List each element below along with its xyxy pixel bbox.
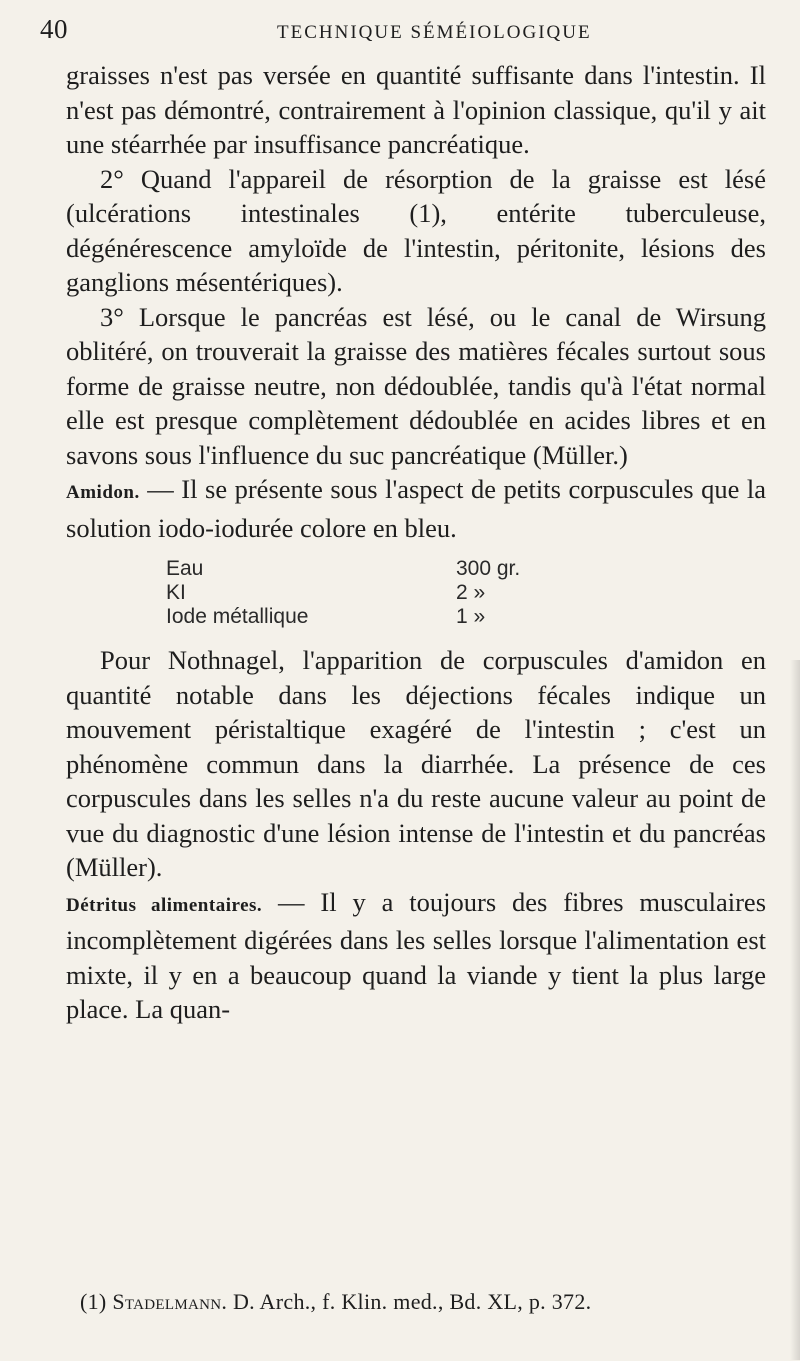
footnote-author: Stadelmann.	[112, 1289, 228, 1314]
paragraph-point-2: 2° Quand l'appareil de résorption de la graisse est lésé (ulcérations intestinales (1), entérite tuberculeuse, dégénérescence amyloïde de l'intestin, péritonite, lésions des ganglions mésentériques).	[66, 163, 766, 297]
formula-ingredient: Eau	[166, 557, 204, 580]
footnote	[80, 1289, 770, 1315]
footnote-marker: (1)	[80, 1289, 113, 1314]
formula-ingredient: KI	[166, 581, 186, 604]
running-title: TECHNIQUE SÉMÉIOLOGIQUE	[277, 22, 592, 43]
formula-row	[166, 557, 526, 581]
formula-quantity: 1 »	[456, 605, 486, 628]
page-edge-shadow	[790, 660, 800, 1360]
amidon-text: — Il se présente sous l'aspect de petits corpuscules que la solution iodo-iodurée colore en bleu.	[66, 474, 766, 543]
paragraph-nothnagel: Pour Nothnagel, l'apparition de corpuscules d'amidon en quantité notable dans les déjections fécales indique un mouvement péristaltique exagéré de l'intestin ; c'est un phénomène commun dans la diarrhée. La présence de ces corpuscules dans les selles n'a du reste aucune valeur au point de vue du diagnostic d'une lésion intense de l'intestin et du pancréas (Müller).	[66, 645, 766, 882]
detritus-heading: Détritus alimentaires.	[66, 894, 263, 916]
paragraph-point-3: 3° Lorsque le pancréas est lésé, ou le canal de Wirsung oblitéré, on trouverait la graisse des matières fécales surtout sous forme de graisse neutre, non dédoublée, tandis qu'à l'état normal elle est presque complètement dédoublée en acides libres et en savons sous l'influence du suc pancréatique (Müller.)	[66, 301, 766, 470]
formula-quantity: 300 gr.	[456, 557, 521, 580]
detritus-text: — Il y a toujours des fibres musculaires incomplètement digérées dans les selles lorsque l'alimentation est mixte, il y en a beaucoup quand la viande y tient la plus large place. La quan-	[66, 886, 767, 1024]
paragraph-continuation: graisses n'est pas versée en quantité suffisante dans l'intestin. Il n'est pas démontré, contrairement à l'opinion classique, qu'il y ait une stéarrhée par insuffisance pancréatique.	[66, 60, 766, 159]
page-header	[40, 14, 760, 54]
amidon-heading: Amidon.	[66, 482, 140, 503]
formula-row	[166, 581, 526, 605]
footnote-source: D. Arch., f. Klin. med., Bd. XL, p. 372.	[227, 1289, 592, 1314]
body-text	[66, 58, 766, 1027]
paragraph-amidon	[66, 472, 766, 545]
paragraph-detritus	[66, 885, 766, 1027]
formula-ingredient: Iode métallique	[166, 605, 309, 628]
formula-quantity: 2 »	[456, 581, 486, 604]
reagent-formula	[166, 557, 526, 629]
formula-row	[166, 605, 526, 629]
page-number: 40	[40, 14, 68, 44]
